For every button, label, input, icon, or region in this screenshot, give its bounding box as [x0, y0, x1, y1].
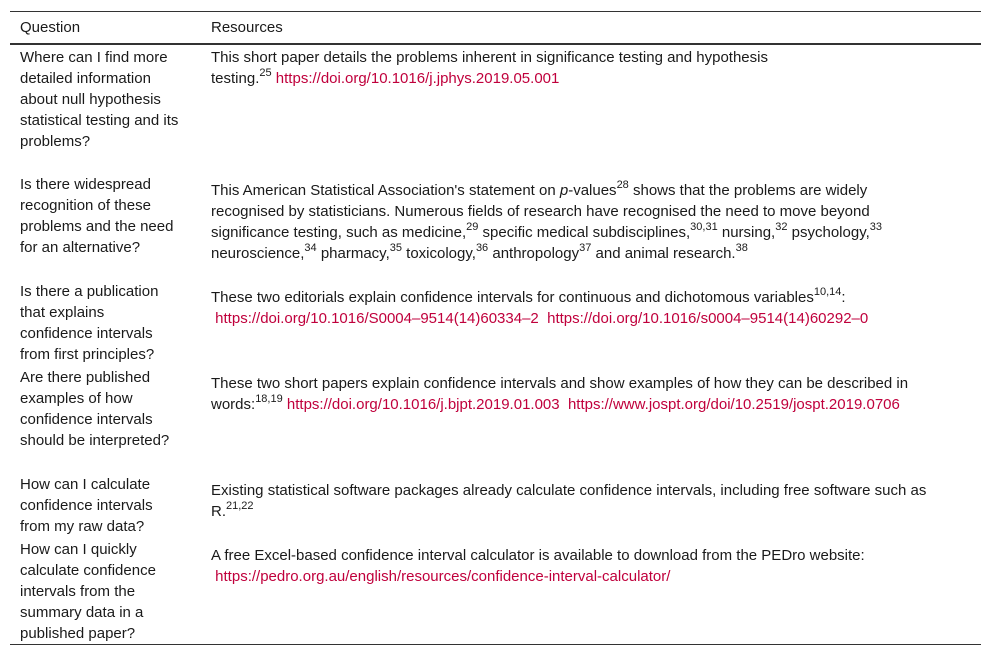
citation-ref[interactable]: 10,14: [813, 286, 842, 298]
table-row: [10, 279, 981, 365]
header-resources: Resources: [211, 19, 283, 36]
citation-ref[interactable]: 36: [475, 242, 489, 254]
citation-ref[interactable]: 30,31: [690, 221, 718, 233]
citation-ref[interactable]: 29: [466, 221, 479, 233]
table-row: [10, 537, 981, 644]
question-cell: Are there published examples of how confidence intervals should be interpreted?: [20, 369, 170, 449]
citation-ref[interactable]: 21,22: [226, 500, 254, 512]
resource-cell: This American Statistical Association's statement on p-values$^{28}$ shows that the problems are widely recognised by statisticians. Numerous fields of research have recognised the need to move beyond significance testing, such as medicine,$^{29}$ specific medical subdisciplines,$^{30,31}$ nursing,$^{32}$ psychology,$^{33}$ neuroscience,$^{34}$ pharmacy,$^{35}$ toxicology,$^{36}$ anthropology$^{37}$ and animal research.$^{38}$: [211, 179, 882, 262]
resource-cell: These two editorials explain confidence intervals for continuous and dichotomous variables$^{10,14}$: https://doi.org/10.1016/S0004–9514(14)60334–2 https://doi.org/10.1016/s0004–9514(14)60292–0: [211, 286, 869, 327]
table-row: [10, 365, 981, 472]
citation-ref[interactable]: 34: [304, 242, 317, 254]
citation-ref[interactable]: 33: [869, 221, 882, 233]
resources-table: [10, 11, 981, 645]
citation-ref[interactable]: 25: [259, 67, 272, 79]
table-row: [10, 472, 981, 537]
pedro-calculator-link[interactable]: https://pedro.org.au/english/resources/confidence-interval-calculator/: [215, 568, 671, 585]
jospt-link[interactable]: https://www.jospt.org/doi/10.2519/jospt.2019.0706: [567, 396, 900, 413]
doi-link[interactable]: https://doi.org/10.1016/S0004–9514(14)60334–2: [215, 310, 539, 327]
table-row: [10, 45, 981, 172]
doi-link[interactable]: https://doi.org/10.1016/j.bjpt.2019.01.003: [286, 396, 560, 413]
doi-link[interactable]: https://doi.org/10.1016/j.jphys.2019.05.001: [275, 70, 560, 87]
question-cell: Is there widespread recognition of these problems and the need for an alternative?: [20, 176, 174, 256]
citation-ref[interactable]: 28: [616, 179, 629, 191]
question-cell: How can I calculate confidence intervals from my raw data?: [20, 476, 153, 535]
table-header-row: [10, 12, 981, 45]
doi-link[interactable]: https://doi.org/10.1016/s0004–9514(14)60292–0: [547, 310, 869, 327]
resource-cell: This short paper details the problems inherent in significance testing and hypothesis testing.$^{25}$ https://doi.org/10.1016/j.jphys.2019.05.001: [211, 49, 768, 87]
citation-ref[interactable]: 18,19: [255, 393, 283, 405]
resource-cell: These two short papers explain confidence intervals and show examples of how they can be described in words:$^{18,19}$ https://doi.org/10.1016/j.bjpt.2019.01.003 https://www.jospt.org/doi/10.2519/jospt.2019.0706: [211, 375, 909, 413]
question-cell: Is there a publication that explains confidence intervals from first principles?: [20, 283, 159, 363]
question-cell: Where can I find more detailed information about null hypothesis statistical testing and its problems?: [20, 49, 179, 150]
resource-cell: Existing statistical software packages already calculate confidence intervals, including free software such as R.$^{21,22}$: [211, 482, 927, 520]
question-cell: How can I quickly calculate confidence intervals from the summary data in a published paper?: [20, 541, 156, 642]
citation-ref[interactable]: 37: [579, 242, 592, 254]
header-question: Question: [20, 19, 81, 36]
citation-ref[interactable]: 32: [775, 221, 788, 233]
citation-ref[interactable]: 38: [735, 242, 748, 254]
table-row: [10, 172, 981, 279]
citation-ref[interactable]: 35: [389, 242, 402, 254]
resource-cell: A free Excel-based confidence interval calculator is available to download from the PEDro website: https://pedro.org.au/english/resources/confidence-interval-calculator/: [211, 547, 865, 585]
